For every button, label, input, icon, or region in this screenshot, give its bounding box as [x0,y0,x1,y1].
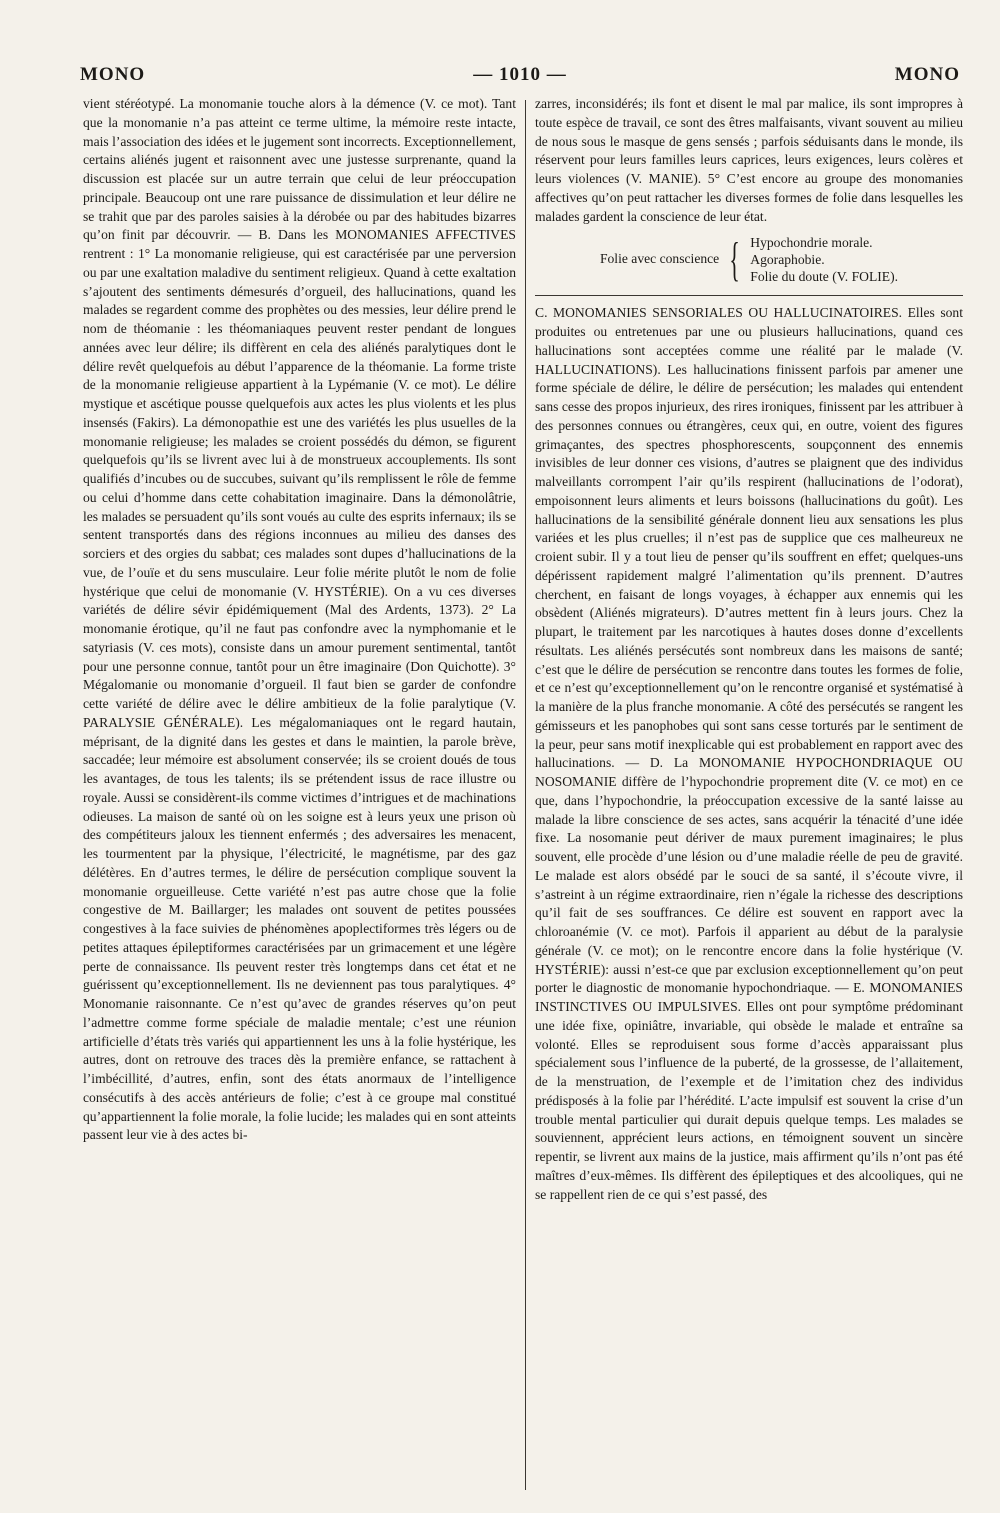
left-column [83,95,516,1145]
table-item: Hypochondrie morale. [750,235,873,251]
right-column [535,95,963,1204]
left-running-head: MONO [80,64,146,85]
table-item: Agoraphobie. [750,252,825,268]
table-items [750,234,898,285]
column-divider [525,100,526,1490]
brace-icon: { [729,232,740,286]
table-item: Folie du doute (V. FOLIE). [750,269,899,285]
right-column-text-1: zarres, inconsidérés; ils font et disent le mal par malice, ils sont impropres à toute espèce de travail, ce sont des êtres malfaisants, vivant souvent au milieu de nous sous le masque de gens sensés ; parfois séduisants dans le monde, ils réservent pour leurs familles leurs caprices, leurs exigences, leurs colères et leurs violences (V. MANIE). 5° C’est encore au groupe des monomanies affectives qu’on peut rattacher les diverses formes de folie dans lesquelles les malades gardent la conscience de leur état. [535,96,963,224]
right-running-head: MONO [894,64,960,85]
conscience-table [535,234,963,285]
page-number: — 1010 — [473,64,567,85]
right-column-text-2: C. MONOMANIES SENSORIALES OU HALLUCINATOIRES. Elles sont produites ou entretenues par une ou plusieurs hallucinations, quand ces hallucinations sont acceptées comme une réalité par le malade (V. HALLUCINATIONS). Les hallucinations finissent parfois par amener une forme spéciale de délire, le délire de persécution; les malades qui entendent sans cesse des propos injurieux, des rires ironiques, finissent par les attribuer à des personnes connues ou étrangères, ceux qui, en outre, voient des figures grimaçantes, des spectres phosphorescents, soupçonnent des ennemis invisibles de leur donner ces visions, d’autres se plaignent que des individus malveillants corrompent l’air qu’ils respirent (hallucinations de l’odorat), empoisonnent leurs aliments et leurs boissons (hallucinations du goût). Les hallucinations de la sensibilité générale donnent lieu aux sensations les plus variées et les plus cruelles; il n’est pas de supplice que ces malheureux ne croient subir. Il y a tout lieu de penser qu’ils souffrent en effet; quelques-uns dépérissent rapidement malgré l’alimentation qu’ils prennent. D’autres cherchent, en faisant de longs voyages, à échapper aux ennemis qui les obsèdent (Aliénés migrateurs). D’autres mettent fin à leurs jours. Chez la plupart, le traitement par les narcotiques à hautes doses donne d’excellents résultats. Les aliénés persécutés sont nombreux dans les maisons de santé; c’est que le délire de persécution se rencontre dans toutes les formes de folie, et ce n’est qu’exceptionnellement qu’on le rencontre organisé et systématisé à la manière de la plus franche monomanie. A côté des persécutés se rangent les gémisseurs et les panophobes qui sont sans cesse torturés par le sentiment de la peur, peur sans motif inexplicable qui est probablement en rapport avec des hallucinations. — D. La MONOMANIE HYPOCHONDRIAQUE OU NOSOMANIE diffère de l’hypochondrie proprement dite (V. ce mot) en ce que, dans l’hypochondrie, la préoccupation excessive de la santé laisse au malade la libre conscience de ses actes, sans acquérir la ténacité d’une idée fixe. La nosomanie peut dériver de maux purement imaginaires; le plus souvent, elle procède d’une lésion ou d’une maladie réelle de peu de gravité. Le malade est alors obsédé par le souci de sa santé, il s’écoute vivre, il s’astreint à un régime extraordinaire, rien n’égale la richesse des descriptions qu’il fait de ses souffrances. Ce délire est souvent en rapport avec la chloroanémie (V. ce mot). Parfois il apparient au début de la paralysie générale (V. ce mot); on le rencontre encore dans la folie hystérique (V. HYSTÉRIE): aussi n’est-ce que par exclusion exceptionnellement qu’on peut porter le diagnostic de monomanie hypochondriaque. — E. MONOMANIES INSTINCTIVES OU IMPULSIVES. Elles ont pour symptôme prédominant une idée fixe, opiniâtre, invariable, qui obsède le malade et entraîne sa volonté. Elles se reproduisent sous forme d’accès apparaissant plus spécialement sous l’influence de la puberté, de la grossesse, de l’allaitement, de la menstruation, de l’exemple et de l’imitation chez des individus prédisposés à la folie par l’hérédité. L’acte impulsif est souvent la crise d’un trouble mental particulier qui durait depuis quelque temps. Les malades se souviennent, apprécient leurs actions, en témoignent souvent un sincère repentir, se livrent aux mains de la justice, mais affirment qu’ils n’ont pas été maîtres d’eux-mêmes. Ils diffèrent des épileptiques et des alcooliques, qui ne se rappellent rien de ce qui s’est passé, des [535,305,963,1202]
page-header [80,60,960,90]
left-column-text: vient stéréotypé. La monomanie touche alors à la démence (V. ce mot). Tant que la monomanie n’a pas atteint ce terme ultime, la mémoire reste intacte, mais l’association des idées et le jugement sont incorrects. Exceptionnellement, certains aliénés jugent et raisonnent avec une justesse surprenante, quand la discussion est placée sur un autre terrain que celui de leur préoccupation principale. Beaucoup ont une rare puissance de dissimulation et leur délire ne se trahit que par des paroles saisies à la dérobée ou par des habitudes bizarres qu’on finit par découvrir. — B. Dans les MONOMANIES AFFECTIVES rentrent : 1° La monomanie religieuse, qui est caractérisée par une perversion ou par une exaltation maladive du sentiment religieux. Quand à cette exaltation s’ajoutent des sentiments démesurés d’orgueil, des hallucinations, quand les malades se regardent comme des prophètes ou des messies, leur délire prend le nom de théomanie : les théomaniaques peuvent rester pendant de longues années avec leur délire; ils diffèrent en cela des aliénés paralytiques dont le délire revêt quelquefois au début l’apparence de la théomanie. La forme triste de la monomanie religieuse appartient à la Lypémanie (V. ce mot). Le délire mystique et ascétique pousse quelquefois aux actes les plus violents et les plus insensés (Fakirs). La démonopathie est une des variétés les plus usuelles de la monomanie religieuse; les malades se croient possédés du démon, se figurent quelquefois qu’ils se livrent avec lui à de monstrueux accouplements. Ils sont qualifiés d’incubes ou de succubes, suivant qu’ils remplissent le rôle de femme ou celui d’homme dans cette cohabitation imaginaire. Dans la démonolâtrie, les malades se persuadent qu’ils sont voués au culte des esprits infernaux; ils se sentent transportés dans des régions inconnues au milieu des danses des sorciers et des orgies du sabbat; ces malades sont dupes d’hallucinations de la vue, de l’ouïe et du sens musculaire. Leur folie mérite plutôt le nom de folie hystérique que celui de monomanie (V. HYSTÉRIE). On a vu ces diverses variétés de délire sévir épidémiquement (Mal des Ardents, 1373). 2° La monomanie érotique, qu’il ne faut pas confondre avec la nymphomanie et le satyriasis (V. ces mots), consiste dans un amour purement sentimental, tantôt pour une personne connue, tantôt pour un être imaginaire (Don Quichotte). 3° Mégalomanie ou monomanie d’orgueil. Il faut bien se garder de confondre cette variété de délire avec le délire ambitieux de la folie paralytique (V. PARALYSIE GÉNÉRALE). Les mégalomaniaques ont le regard hautain, méprisant, de la dignité dans les gestes et dans le maintien, la parole brève, saccadée; leur mémoire est absolument conservée; ils se croient doués de tous les avantages, de tous les talents; ils se prétendent issus de race illustre ou royale. Aussi se considèrent-ils comme victimes d’intrigues et de machinations odieuses. La maison de santé où on les soigne est à leurs yeux une prison où des compétiteurs jaloux les tiennent enfermés ; des adversaires les menacent, les tourmentent par la physique, l’électricité, le magnétisme, par des gaz délétères. En d’autres termes, le délire de persécution complique souvent la monomanie orgueilleuse. Cette variété n’est pas autre chose que la folie congestive de M. Baillarger; les malades ont souvent de petites poussées congestives à la face suivies de phénomènes apoplectiformes très légers ou de petites attaques épileptiformes caractérisées par un grimacement et une légère perte de connaissance. Ils peuvent rester très longtemps dans cet état et ne guérissent qu’exceptionnellement. Ils ne deviennent pas tous paralytiques. 4° Monomanie raisonnante. Ce n’est qu’avec de grandes réserves qu’on peut l’admettre comme forme spéciale de maladie mentale; c’est une réunion artificielle d’états très variés qui appartiennent les uns à la folie hystérique, les autres, dont on retrouve des traces dès la première enfance, se rattachent à l’imbécillité, d’autres, enfin, sont des états anormaux de l’intelligence consécutifs à des accès antérieurs de folie; c’est à ce groupe mal constitué qu’appartiennent la folie morale, la folie lucide; les malades qui en sont atteints passent leur vie à des actes bi- [83,96,516,1143]
table-label: Folie avec conscience [599,251,720,267]
section-divider [535,295,963,296]
